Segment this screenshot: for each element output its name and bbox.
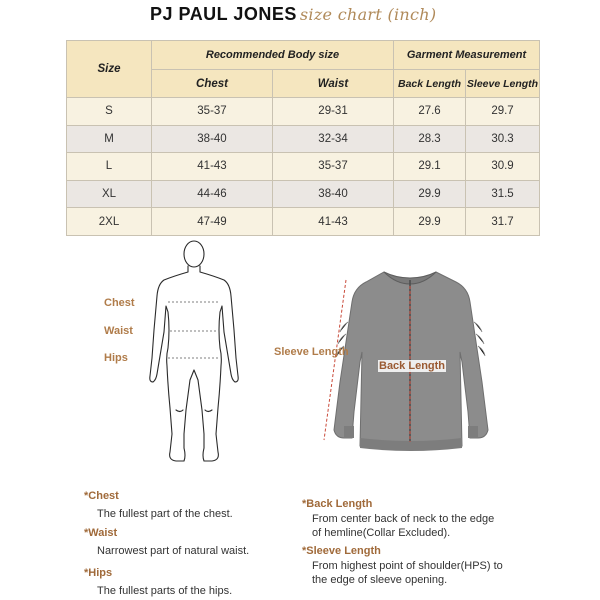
hips-definition-text: The fullest parts of the hips. xyxy=(97,585,233,597)
hips-figure-label: Hips xyxy=(104,352,128,364)
back-length-column-header: Back Length xyxy=(394,70,466,98)
sleeve-length-cell: 29.7 xyxy=(466,98,540,126)
back-length-definition-text-1: From center back of neck to the edge xyxy=(312,513,495,525)
table-row xyxy=(67,125,540,153)
sleeve-length-definition-text-2: the edge of sleeve opening. xyxy=(312,574,448,586)
body-size-group-header: Recommended Body size xyxy=(152,41,394,70)
waist-definition-text: Narrowest part of natural waist. xyxy=(97,545,250,557)
size-cell: L xyxy=(67,153,152,181)
sleeve-length-definition-title: *Sleeve Length xyxy=(302,545,381,557)
chest-definition-title: *Chest xyxy=(84,490,119,502)
size-cell: XL xyxy=(67,180,152,208)
sleeve-length-cell: 30.9 xyxy=(466,153,540,181)
sleeve-length-cell: 31.5 xyxy=(466,180,540,208)
sleeve-length-cell: 31.7 xyxy=(466,208,540,236)
size-column-header: Size xyxy=(67,41,152,98)
back-length-cell: 27.6 xyxy=(394,98,466,126)
waist-cell: 32-34 xyxy=(273,125,394,153)
back-length-definition-title: *Back Length xyxy=(302,498,373,510)
sleeve-length-definition-text-1: From highest point of shoulder(HPS) to xyxy=(312,560,503,572)
chest-cell: 38-40 xyxy=(152,125,273,153)
back-length-cell: 29.9 xyxy=(394,180,466,208)
waist-cell: 41-43 xyxy=(273,208,394,236)
table-row xyxy=(67,208,540,236)
size-chart-subtitle: size chart (inch) xyxy=(299,5,437,24)
chest-cell: 44-46 xyxy=(152,180,273,208)
waist-cell: 29-31 xyxy=(273,98,394,126)
chest-cell: 41-43 xyxy=(152,153,273,181)
body-outline-icon xyxy=(140,238,250,470)
size-table xyxy=(66,40,540,236)
size-cell: S xyxy=(67,98,152,126)
back-length-definition-text-2: of hemline(Collar Excluded). xyxy=(312,527,451,539)
garment-group-header: Garment Measurement xyxy=(394,41,540,70)
sleeve-length-cell: 30.3 xyxy=(466,125,540,153)
table-row xyxy=(67,98,540,126)
chest-cell: 35-37 xyxy=(152,98,273,126)
chest-column-header: Chest xyxy=(152,70,273,98)
sleeve-length-column-header: Sleeve Length xyxy=(466,70,540,98)
chart-title xyxy=(150,4,436,34)
chest-figure-label: Chest xyxy=(104,297,135,309)
table-row xyxy=(67,153,540,181)
back-length-figure-label: Back Length xyxy=(379,360,446,372)
hips-definition-title: *Hips xyxy=(84,567,113,579)
waist-figure-label: Waist xyxy=(104,325,133,337)
waist-cell: 38-40 xyxy=(273,180,394,208)
size-cell: 2XL xyxy=(67,208,152,236)
table-row xyxy=(67,180,540,208)
waist-column-header: Waist xyxy=(273,70,394,98)
sleeve-length-figure-label: Sleeve Length xyxy=(274,346,349,358)
back-length-cell: 28.3 xyxy=(394,125,466,153)
chest-cell: 47-49 xyxy=(152,208,273,236)
back-length-cell: 29.9 xyxy=(394,208,466,236)
back-length-cell: 29.1 xyxy=(394,153,466,181)
waist-definition-title: *Waist xyxy=(84,527,118,539)
size-cell: M xyxy=(67,125,152,153)
brand-name: PJ PAUL JONES xyxy=(150,4,297,24)
waist-cell: 35-37 xyxy=(273,153,394,181)
chest-definition-text: The fullest part of the chest. xyxy=(97,508,233,520)
